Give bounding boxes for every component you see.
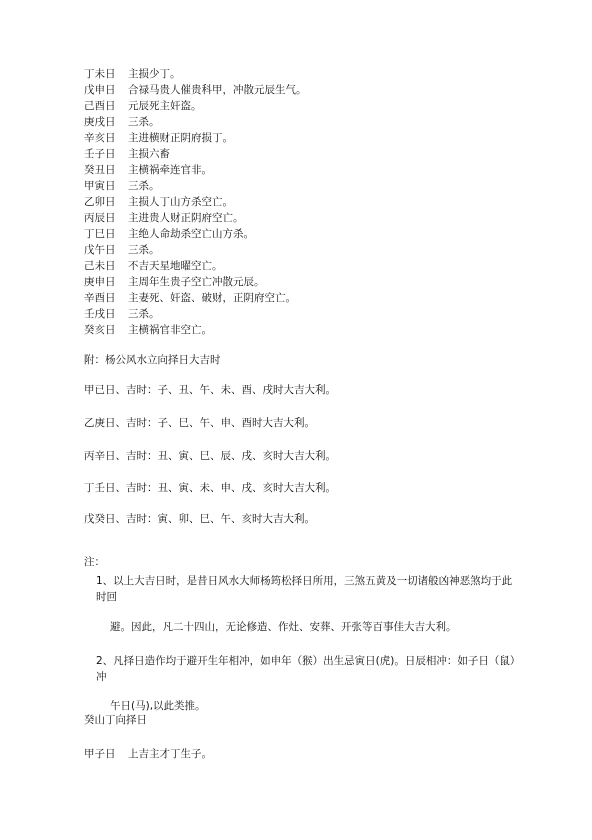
day-name: 甲子日 [84, 748, 116, 760]
day-description: 主损六畜 [128, 148, 170, 160]
day-entry [84, 147, 170, 161]
day-entry [84, 243, 160, 257]
day-description: 主损少丁。 [128, 68, 181, 80]
appendix-title: 附：杨公风水立向择日大吉时 [84, 354, 221, 366]
auspicious-hours-item: 丙辛日、吉时：丑、寅、巳、辰、戌、亥时大吉大利。 [84, 450, 336, 462]
day-entry [84, 259, 223, 273]
auspicious-hours-item: 丁壬日、吉时：丑、寅、未、申、戌、亥时大吉大利。 [84, 482, 336, 494]
day-entry [84, 115, 160, 129]
day-name: 癸亥日 [84, 324, 116, 336]
day-name: 己未日 [84, 260, 116, 272]
day-description: 合禄马贵人催贵科甲，冲散元辰生气。 [128, 84, 307, 96]
day-name: 乙卯日 [84, 196, 116, 208]
day-name: 戊午日 [84, 244, 116, 256]
notes-heading: 注： [84, 556, 105, 568]
day-name: 丁巳日 [84, 228, 116, 240]
auspicious-hours-item: 甲已日、吉时：子、丑、午、未、酉、戌时大吉大利。 [84, 384, 336, 396]
day-entry [84, 323, 212, 337]
day-name: 辛亥日 [84, 132, 116, 144]
day-description: 三杀。 [128, 308, 160, 320]
day-description: 主进贵人财正阴府空亡。 [128, 212, 244, 224]
day-name: 庚戌日 [84, 116, 116, 128]
day-name: 甲寅日 [84, 180, 116, 192]
day-entry [84, 307, 160, 321]
day-description: 不吉天星地曜空亡。 [128, 260, 223, 272]
day-name: 庚申日 [84, 276, 116, 288]
day-name: 己酉日 [84, 100, 116, 112]
note-2-line-1: 2、凡择日造作均于避开生年相冲，如申年（猴）出生忌寅日(虎)。日辰相冲：如子日（鼠）冲 [96, 655, 516, 683]
day-description: 三杀。 [128, 116, 160, 128]
day-name: 辛酉日 [84, 292, 116, 304]
note-1-line-1: 1、以上大吉日时，是昔日风水大师杨筠松择日所用，三煞五黄及一切诸般凶神恶煞均于此时回 [96, 575, 513, 603]
day-entry [84, 83, 307, 97]
section-title: 癸山丁向择日 [84, 714, 147, 726]
day-description: 主妻死、奸盗、破财，正阴府空亡。 [128, 292, 296, 304]
day-description: 三杀。 [128, 244, 160, 256]
day-name: 癸丑日 [84, 164, 116, 176]
day-entry [84, 195, 233, 209]
day-entry [84, 131, 233, 145]
auspicious-hours-item: 戊癸日、吉时：寅、卯、巳、午、亥时大吉大利。 [84, 513, 315, 525]
day-description: 元辰死主奸盗。 [128, 100, 202, 112]
day-entry [84, 179, 160, 193]
day-description: 上吉主才丁生子。 [128, 748, 212, 760]
day-description: 主横祸牵连官非。 [128, 164, 212, 176]
day-description: 主损人丁山方杀空亡。 [128, 196, 233, 208]
day-entry [84, 99, 202, 113]
auspicious-hours-item: 乙庚日、吉时：子、巳、午、申、酉时大吉大利。 [84, 417, 315, 429]
day-description: 主周年生贵子空亡冲散元辰。 [128, 276, 265, 288]
day-description: 主进横财正阴府损丁。 [128, 132, 233, 144]
day-description: 三杀。 [128, 180, 160, 192]
day-name: 壬戌日 [84, 308, 116, 320]
day-entry [84, 163, 212, 177]
day-name: 戊申日 [84, 84, 116, 96]
day-entry [84, 275, 265, 289]
section-item [84, 747, 212, 761]
day-entry [84, 227, 254, 241]
day-name: 壬子日 [84, 148, 116, 160]
day-name: 丁未日 [84, 68, 116, 80]
note-1-line-2: 避。因此，凡二十四山，无论修造、作灶、安葬、开张等百事佳大吉大利。 [110, 621, 457, 633]
day-entry [84, 67, 181, 81]
note-2-line-2: 午日(马),以此类推。 [110, 700, 206, 712]
day-entry [84, 291, 296, 305]
day-name: 丙辰日 [84, 212, 116, 224]
day-entry [84, 211, 244, 225]
day-description: 主绝人命劫杀空亡山方杀。 [128, 228, 254, 240]
day-description: 主横祸官非空亡。 [128, 324, 212, 336]
